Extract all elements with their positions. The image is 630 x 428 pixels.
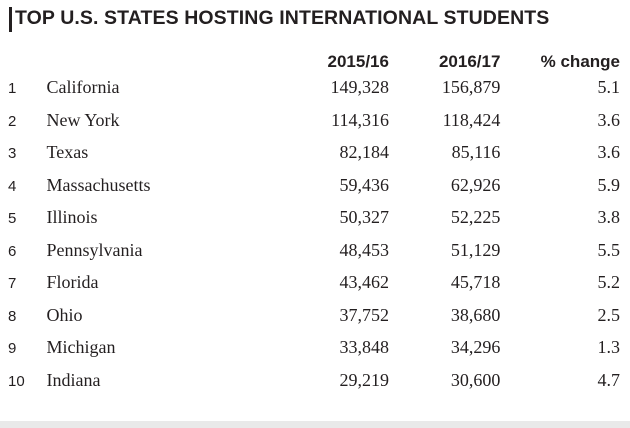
cell-percent-change: 5.5 (597, 239, 620, 260)
table-body (8, 72, 620, 397)
cell-2016-17: 52,225 (450, 207, 501, 227)
cell-state: Michigan (46, 337, 116, 357)
cell-percent-change: 1.3 (597, 337, 620, 357)
cell-rank: 4 (8, 177, 17, 195)
cell-2015-16: 48,453 (339, 239, 389, 260)
title-text: TOP U.S. STATES HOSTING INTERNATIONAL STUDENTS (15, 7, 550, 29)
cell-rank: 3 (8, 145, 17, 162)
cell-state: Texas (46, 142, 89, 162)
cell-state: Florida (46, 272, 99, 292)
cell-2015-16: 149,328 (330, 77, 389, 97)
table-row (8, 332, 620, 365)
cell-2016-17: 51,129 (450, 239, 501, 260)
cell-percent-change: 3.6 (597, 109, 620, 130)
table-row (8, 365, 620, 398)
cell-2015-16: 43,462 (339, 272, 389, 292)
cell-2016-17: 34,296 (450, 337, 501, 357)
cell-2016-17: 62,926 (450, 174, 501, 195)
cell-2015-16: 29,219 (339, 369, 389, 390)
title-accent-bar (9, 7, 12, 32)
cell-2016-17: 85,116 (451, 142, 501, 162)
cell-percent-change: 5.2 (597, 272, 620, 292)
cell-state: Massachusetts (46, 174, 151, 195)
cell-rank: 9 (8, 340, 17, 357)
cell-percent-change: 3.6 (597, 142, 620, 162)
cell-state: Ohio (46, 304, 83, 325)
page-title (9, 6, 549, 32)
table-row (8, 300, 620, 333)
cell-rank: 2 (8, 112, 17, 130)
cell-rank: 1 (8, 80, 17, 97)
table-row (8, 72, 620, 105)
table-row (8, 235, 620, 268)
cell-rank: 10 (8, 372, 25, 390)
cell-percent-change: 4.7 (597, 369, 620, 390)
cell-state: Pennsylvania (46, 239, 143, 260)
table-row (8, 170, 620, 203)
cell-2016-17: 45,718 (450, 272, 501, 292)
cell-rank: 6 (8, 242, 17, 260)
cell-rank: 5 (8, 210, 17, 227)
cell-2015-16: 114,316 (331, 109, 389, 130)
cell-2016-17: 156,879 (441, 77, 501, 97)
cell-2016-17: 118,424 (442, 109, 501, 130)
cell-2015-16: 33,848 (339, 337, 389, 357)
cell-2016-17: 38,680 (450, 304, 501, 325)
cell-2015-16: 37,752 (339, 304, 389, 325)
table-row (8, 267, 620, 300)
cell-percent-change: 3.8 (597, 207, 620, 227)
column-header-2016-17: 2016/17 (438, 52, 501, 71)
cell-state: Illinois (46, 207, 98, 227)
cell-state: California (46, 77, 120, 97)
states-table (8, 52, 620, 397)
cell-percent-change: 5.1 (597, 77, 620, 97)
cell-state: New York (46, 109, 120, 130)
cell-percent-change: 2.5 (597, 304, 620, 325)
cell-state: Indiana (46, 369, 101, 390)
column-header-2015-16: 2015/16 (327, 52, 389, 71)
column-header-state (47, 52, 280, 72)
cell-rank: 8 (8, 307, 17, 325)
bottom-divider (0, 421, 630, 428)
cell-percent-change: 5.9 (597, 174, 620, 195)
table-row (8, 202, 620, 235)
table-row (8, 105, 620, 138)
table-header-row (8, 52, 620, 72)
cell-rank: 7 (8, 275, 17, 292)
cell-2015-16: 59,436 (339, 174, 389, 195)
cell-2015-16: 50,327 (339, 207, 389, 227)
cell-2016-17: 30,600 (450, 369, 501, 390)
cell-2015-16: 82,184 (339, 142, 389, 162)
table-row (8, 137, 620, 170)
column-header-rank (8, 52, 47, 72)
column-header-percent-change: % change (540, 52, 620, 71)
table-header (8, 52, 620, 72)
